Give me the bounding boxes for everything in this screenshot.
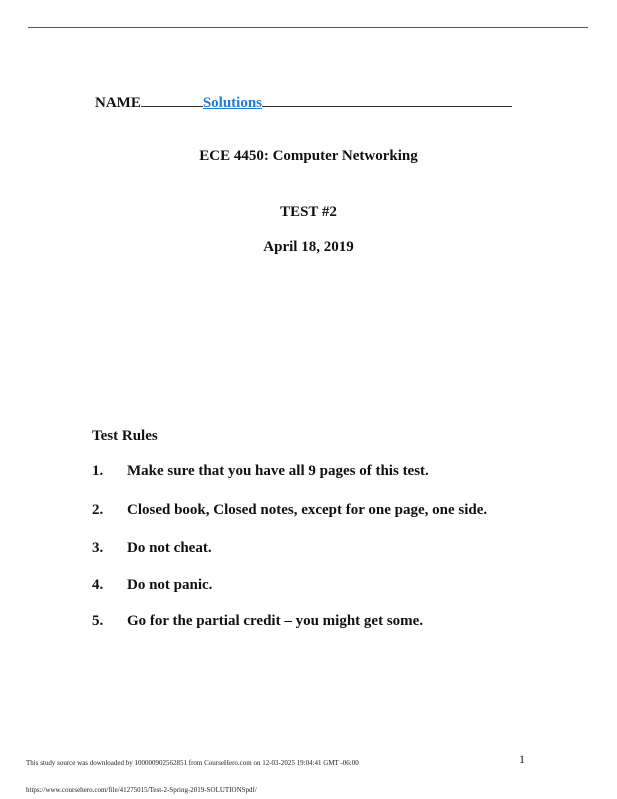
test-date: April 18, 2019 (263, 239, 354, 255)
rule-item (92, 613, 423, 630)
rule-number: 5. (92, 613, 104, 629)
name-field (95, 92, 512, 112)
name-value: Solutions (202, 95, 263, 111)
name-blank (141, 92, 203, 107)
rule-number: 1. (92, 463, 104, 479)
rule-text: Go for the partial credit – you might get some. (127, 613, 424, 629)
name-label: NAME (95, 95, 141, 111)
test-title: TEST #2 (280, 204, 337, 220)
footer-url[interactable]: https://www.coursehero.com/file/41275015/Test-2-Spring-2019-SOLUTIONSpdf/ (26, 786, 257, 794)
name-blank (262, 92, 512, 107)
top-rule (28, 27, 588, 28)
course-title: ECE 4450: Computer Networking (199, 148, 418, 164)
page-number: 1 (519, 752, 525, 766)
rule-number: 4. (92, 577, 104, 593)
rule-text: Closed book, Closed notes, except for one page, one side. (127, 502, 488, 518)
rule-number: 2. (92, 502, 104, 518)
rule-text: Do not panic. (127, 577, 213, 593)
rule-text: Make sure that you have all 9 pages of this test. (127, 463, 429, 479)
rule-text: Do not cheat. (127, 540, 212, 556)
rule-item (92, 540, 212, 557)
rules-heading: Test Rules (92, 428, 158, 444)
rule-number: 3. (92, 540, 104, 556)
rule-item (92, 577, 212, 594)
rule-item (92, 502, 487, 519)
footer-source: This study source was downloaded by 100000902562851 from CourseHero.com on 12-03-2025 19:04:41 GMT -06:00 (26, 759, 359, 767)
rule-item (92, 463, 429, 480)
